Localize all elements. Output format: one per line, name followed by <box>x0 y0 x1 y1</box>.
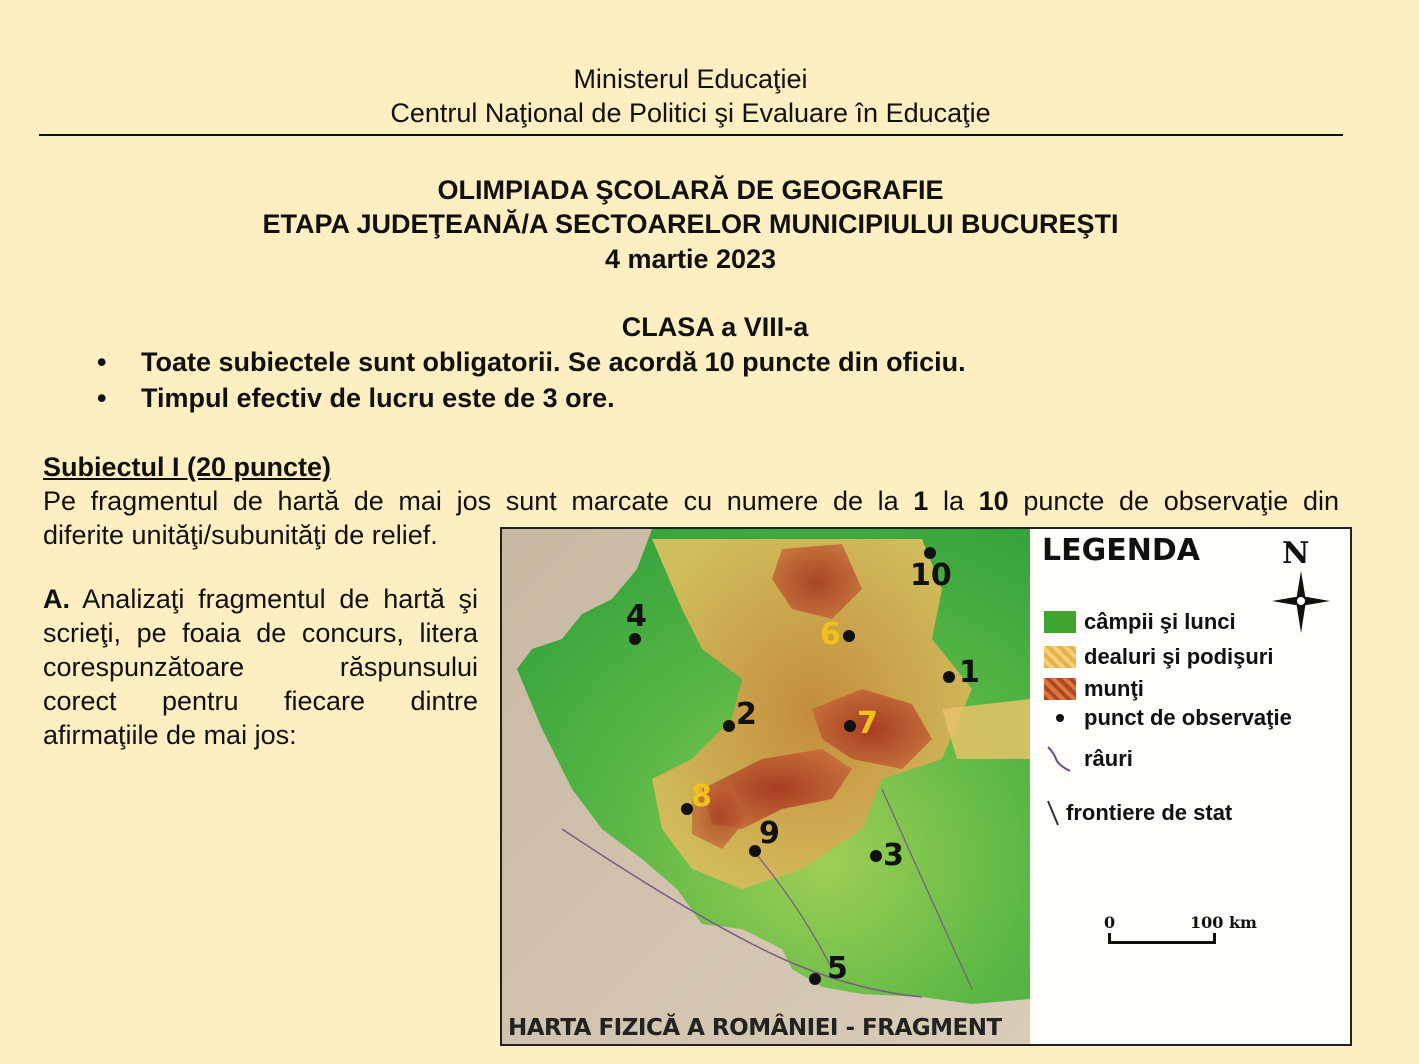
legend-item-plains <box>1044 609 1236 635</box>
river-icon <box>1044 745 1076 773</box>
intro-number: 10 <box>978 486 1009 516</box>
subject-heading: Subiectul I (20 puncte) <box>43 452 332 482</box>
scale-zero-label: 0 <box>1104 913 1116 932</box>
part-a-line: corespunzătoare răspunsului <box>43 652 478 682</box>
observation-point-2 <box>723 720 735 732</box>
instruction-item: • Toate subiectele sunt obligatorii. Se acordă 10 puncte din oficiu. <box>97 347 966 377</box>
subject-intro-line2: diferite unităţi/subunităţi de relief. <box>43 520 438 550</box>
exam-date: 4 martie 2023 <box>604 244 777 274</box>
legend-item-observation <box>1044 705 1292 731</box>
point-label-5: 5 <box>827 951 848 986</box>
header-divider <box>39 134 1343 136</box>
observation-point-1 <box>943 671 955 683</box>
observation-dot-icon <box>1056 714 1064 722</box>
observation-point-7 <box>844 720 856 732</box>
instruction-item: • Timpul efectiv de lucru este de 3 ore. <box>97 383 615 413</box>
legend-label: câmpii şi lunci <box>1084 609 1236 634</box>
observation-point-3 <box>870 850 882 862</box>
intro-text: Pe fragmentul de hartă de mai jos sunt marcate cu numere de la <box>43 486 914 516</box>
point-label-7: 7 <box>857 706 878 741</box>
plains-swatch <box>1044 611 1076 633</box>
legend-label: dealuri şi podişuri <box>1084 644 1274 669</box>
scale-tick <box>1108 933 1111 944</box>
relief-map-graphic <box>502 529 1030 1044</box>
point-label-4: 4 <box>626 599 647 634</box>
hills-east-band <box>942 699 1030 759</box>
point-label-6: 6 <box>820 617 841 652</box>
legend-label: punct de observaţie <box>1084 705 1292 730</box>
north-label: N <box>1282 536 1310 571</box>
legend-label: frontiere de stat <box>1066 800 1233 825</box>
point-label-9: 9 <box>759 816 780 851</box>
point-label-10: 10 <box>910 558 952 593</box>
class-title: CLASA a VIII-a <box>621 312 809 342</box>
border-icon <box>1044 799 1062 827</box>
mountains-swatch <box>1044 678 1076 700</box>
point-label-1: 1 <box>959 655 980 690</box>
legend-label: munţi <box>1084 676 1144 701</box>
legend-item-hills <box>1044 644 1273 670</box>
relief-map <box>502 529 1030 1044</box>
part-a-line: afirmaţiile de mai jos: <box>43 720 297 750</box>
stage-title: ETAPA JUDEŢEANĂ/A SECTOARELOR MUNICIPIULUI BUCUREŞTI <box>262 209 1119 239</box>
intro-text: puncte de observaţie din <box>1008 486 1339 516</box>
part-a-text: Analizaţi fragmentul de hartă şi <box>82 584 479 614</box>
scale-tick <box>1213 933 1216 944</box>
observation-point-4 <box>629 633 641 645</box>
scale-line <box>1108 941 1216 944</box>
observation-point-5 <box>809 973 821 985</box>
scale-distance-label: 100 km <box>1190 913 1257 932</box>
subject-intro <box>43 486 1339 517</box>
point-label-3: 3 <box>883 838 904 873</box>
point-label-2: 2 <box>736 697 757 732</box>
scale-bar <box>1102 913 1272 953</box>
hills-swatch <box>1044 646 1076 668</box>
part-a-line: corect pentru fiecare dintre <box>43 686 478 716</box>
ministry-name: Ministerul Educaţiei <box>573 64 808 94</box>
legend-title: LEGENDA <box>1042 533 1200 568</box>
legend-item-rivers <box>1044 745 1133 773</box>
map-legend <box>1030 529 1350 1044</box>
instruction-text: Toate subiectele sunt obligatorii. Se acordă 10 puncte din oficiu. <box>141 347 966 377</box>
point-label-8: 8 <box>691 779 712 814</box>
part-a-label: A. <box>43 584 70 614</box>
intro-text: la <box>928 486 979 516</box>
instruction-text: Timpul efectiv de lucru este de 3 ore. <box>141 383 615 413</box>
part-a-line: scrieţi, pe foaia de concurs, litera <box>43 618 478 648</box>
legend-item-borders <box>1044 799 1232 827</box>
legend-label: râuri <box>1084 746 1133 771</box>
part-a-instructions <box>43 582 478 752</box>
observation-point-6 <box>843 630 855 642</box>
map-caption: HARTA FIZICĂ A ROMÂNIEI - FRAGMENT <box>508 1015 1002 1041</box>
intro-number: 1 <box>913 486 929 516</box>
center-name: Centrul Naţional de Politici şi Evaluare în Educaţie <box>390 98 991 128</box>
physical-map <box>500 527 1352 1046</box>
north-arrow-icon <box>1266 533 1336 643</box>
part-a-line <box>43 582 478 616</box>
legend-item-mountains <box>1044 676 1144 702</box>
olympiad-title: OLIMPIADA ŞCOLARĂ DE GEOGRAFIE <box>437 175 944 205</box>
